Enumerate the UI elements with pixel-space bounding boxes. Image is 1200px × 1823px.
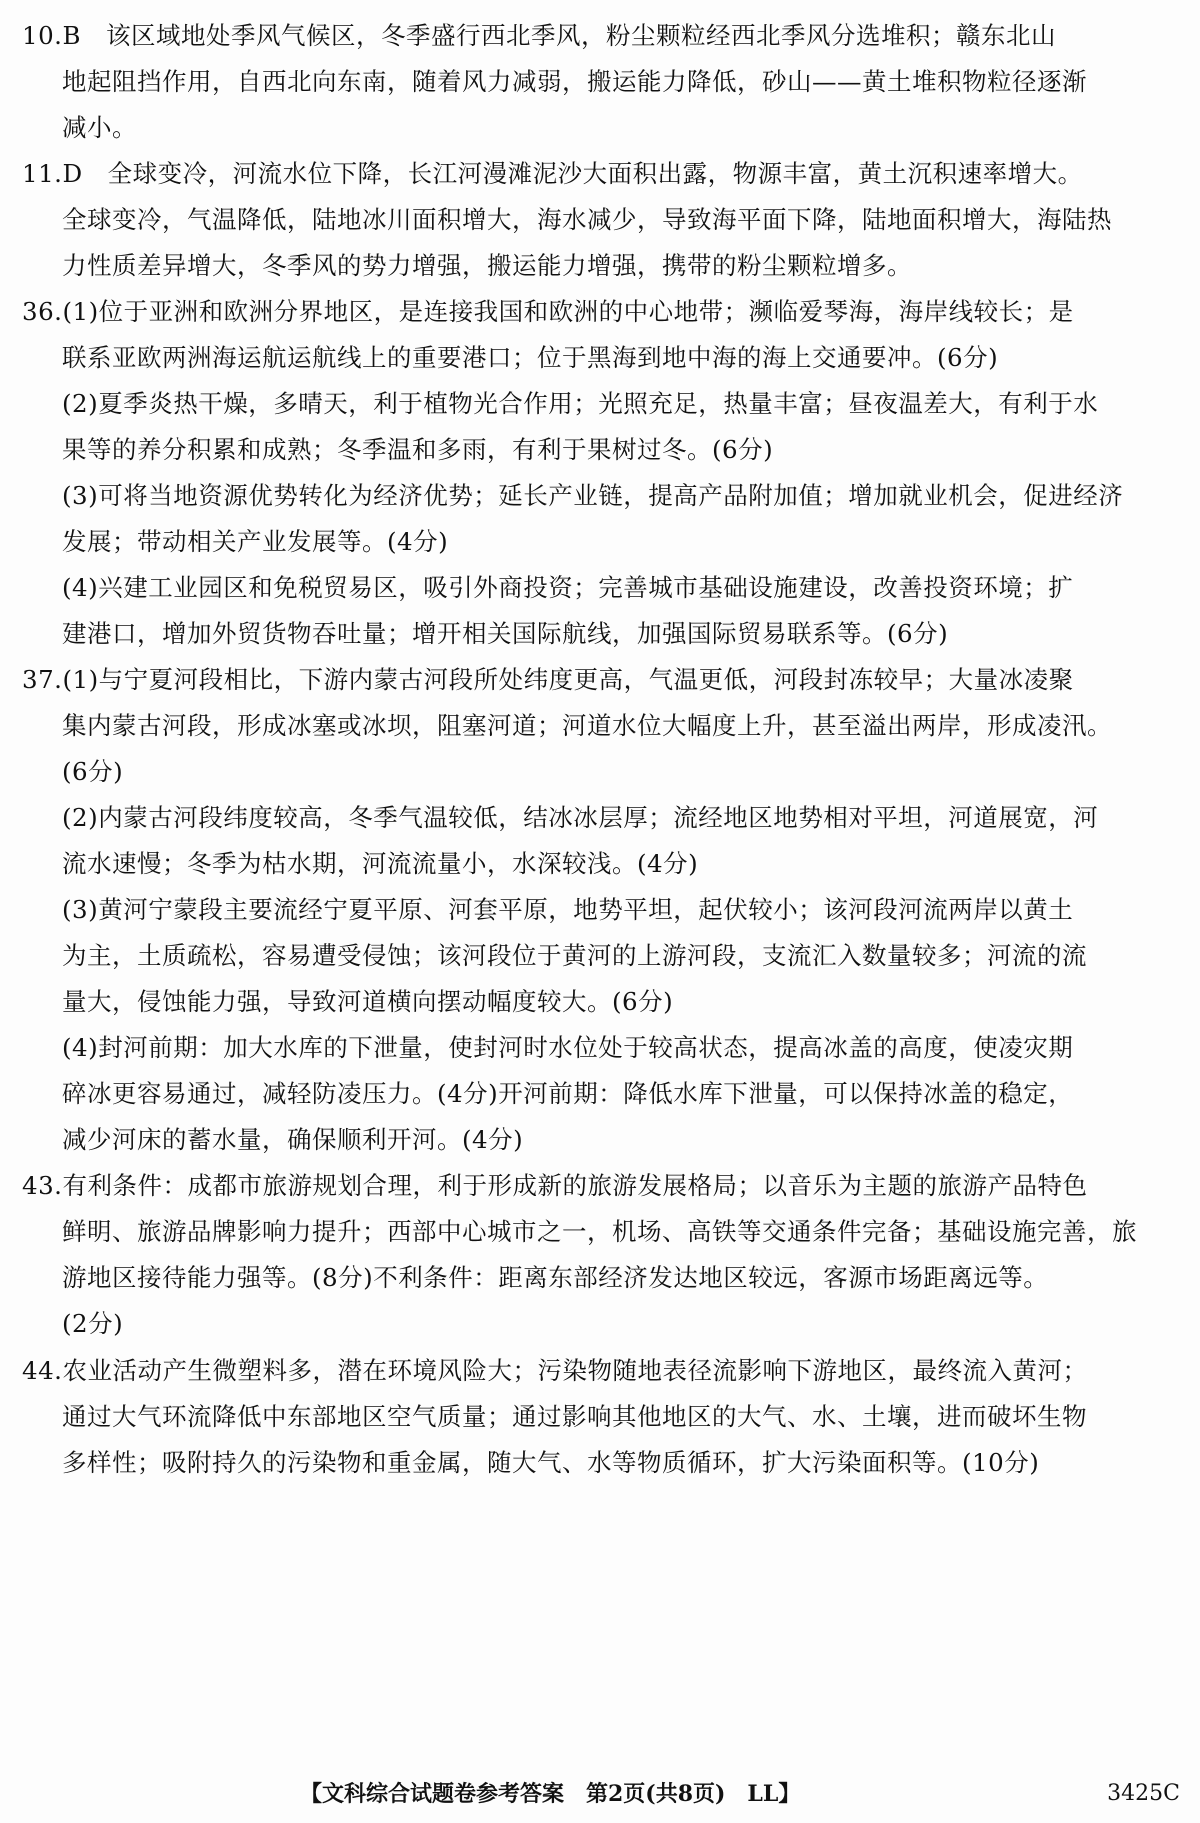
answer-line: 37.(1)与宁夏河段相比，下游内蒙古河段所处纬度更高，气温更低，河段封冻较早；大量冰凌聚 xyxy=(22,665,1074,694)
footer-code: 3425C xyxy=(1107,1781,1180,1806)
answer-line: (2)内蒙古河段纬度较高，冬季气温较低，结冰冰层厚；流经地区地势相对平坦，河道展宽，河 xyxy=(62,803,1099,832)
answer-line: 果等的养分积累和成熟；冬季温和多雨，有利于果树过冬。(6分) xyxy=(62,435,774,464)
answer-line: 联系亚欧两洲海运航运航线上的重要港口；位于黑海到地中海的海上交通要冲。(6分) xyxy=(62,343,999,372)
answer-line: 44.农业活动产生微塑料多，潜在环境风险大；污染物随地表径流影响下游地区，最终流入黄河； xyxy=(22,1356,1088,1385)
answer-line: 减小。 xyxy=(62,113,137,142)
footer-title: 【文科综合试题卷参考答案 第2页(共8页) LL】 xyxy=(300,1781,801,1807)
answer-line: 11.D 全球变冷，河流水位下降，长江河漫滩泥沙大面积出露，物源丰富，黄土沉积速率增大。 xyxy=(22,159,1083,188)
answer-line: 鲜明、旅游品牌影响力提升；西部中心城市之一，机场、高铁等交通条件完备；基础设施完善，旅 xyxy=(62,1217,1137,1246)
answer-line: 地起阻挡作用，自西北向东南，随着风力减弱，搬运能力降低，砂山——黄土堆积物粒径逐渐 xyxy=(62,67,1087,96)
answer-line: 力性质差异增大，冬季风的势力增强，搬运能力增强，携带的粉尘颗粒增多。 xyxy=(62,251,912,280)
page-footer xyxy=(0,1776,1200,1812)
answer-line: 通过大气环流降低中东部地区空气质量；通过影响其他地区的大气、水、土壤，进而破坏生物 xyxy=(62,1402,1087,1431)
answer-line: 量大，侵蚀能力强，导致河道横向摆动幅度较大。(6分) xyxy=(62,987,674,1016)
answer-line: (2)夏季炎热干燥，多晴天，利于植物光合作用；光照充足，热量丰富；昼夜温差大，有利于水 xyxy=(62,389,1099,418)
answer-line: 全球变冷，气温降低，陆地冰川面积增大，海水减少，导致海平面下降，陆地面积增大，海陆热 xyxy=(62,205,1112,234)
answer-line: 集内蒙古河段，形成冰塞或冰坝，阻塞河道；河道水位大幅度上升，甚至溢出两岸，形成凌汛。 xyxy=(62,711,1112,740)
answer-line: 多样性；吸附持久的污染物和重金属，随大气、水等物质循环，扩大污染面积等。(10分) xyxy=(62,1448,1040,1477)
answer-line: 游地区接待能力强等。(8分)不利条件：距离东部经济发达地区较远，客源市场距离远等。 xyxy=(62,1263,1049,1292)
answer-line: 43.有利条件：成都市旅游规划合理，利于形成新的旅游发展格局；以音乐为主题的旅游产品特色 xyxy=(22,1171,1088,1200)
answer-line: (2分) xyxy=(62,1309,124,1338)
answer-line: 流水速慢；冬季为枯水期，河流流量小，水深较浅。(4分) xyxy=(62,849,699,878)
answer-line: 减少河床的蓄水量，确保顺利开河。(4分) xyxy=(62,1125,524,1154)
answer-line: (3)可将当地资源优势转化为经济优势；延长产业链，提高产品附加值；增加就业机会，促进经济 xyxy=(62,481,1124,510)
answer-line: 建港口，增加外贸货物吞吐量；增开相关国际航线，加强国际贸易联系等。(6分) xyxy=(62,619,949,648)
answer-line: 36.(1)位于亚洲和欧洲分界地区，是连接我国和欧洲的中心地带；濒临爱琴海，海岸线较长；是 xyxy=(22,297,1074,326)
answer-line: (3)黄河宁蒙段主要流经宁夏平原、河套平原，地势平坦，起伏较小；该河段河流两岸以黄土 xyxy=(62,895,1074,924)
answer-line: (4)封河前期：加大水库的下泄量，使封河时水位处于较高状态，提高冰盖的高度，使凌灾期 xyxy=(62,1033,1074,1062)
answer-line: 碎冰更容易通过，减轻防凌压力。(4分)开河前期：降低水库下泄量，可以保持冰盖的稳定， xyxy=(62,1079,1074,1108)
answer-line: (6分) xyxy=(62,757,124,786)
answer-line: 10.B 该区域地处季风气候区，冬季盛行西北季风，粉尘颗粒经西北季风分选堆积；赣东北山 xyxy=(22,21,1056,50)
answer-line: 为主，土质疏松，容易遭受侵蚀；该河段位于黄河的上游河段，支流汇入数量较多；河流的流 xyxy=(62,941,1087,970)
answer-line: 发展；带动相关产业发展等。(4分) xyxy=(62,527,449,556)
answer-line: (4)兴建工业园区和免税贸易区，吸引外商投资；完善城市基础设施建设，改善投资环境；扩 xyxy=(62,573,1074,602)
